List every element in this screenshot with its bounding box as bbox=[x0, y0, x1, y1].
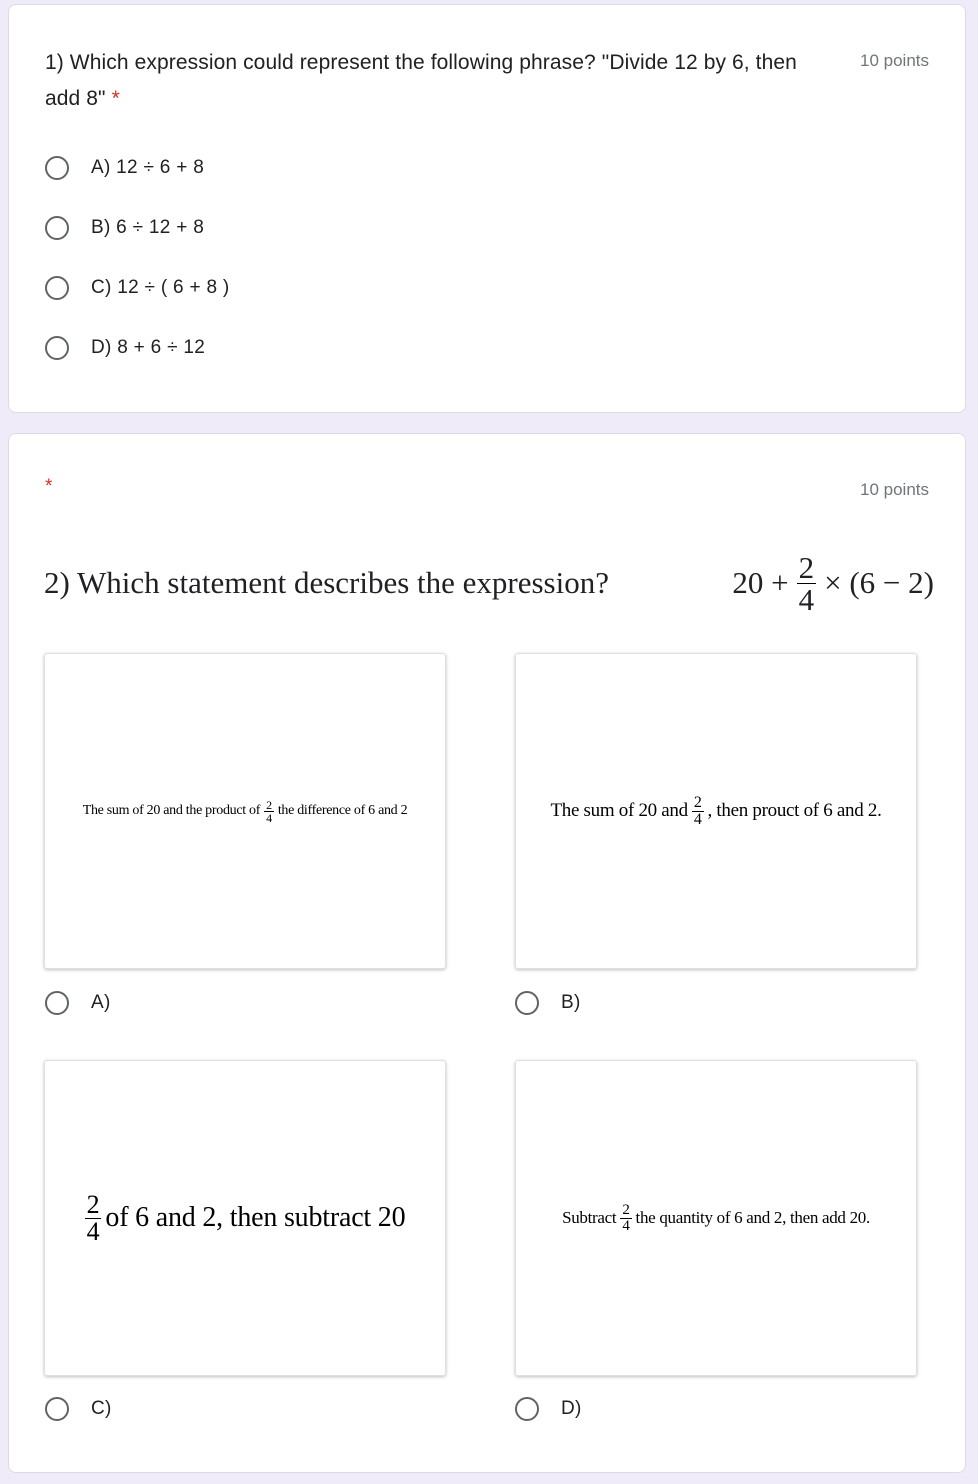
q1-option-b[interactable] bbox=[45, 211, 204, 245]
q2-option-b-label: B) bbox=[561, 992, 581, 1013]
q1-option-d[interactable] bbox=[45, 331, 205, 365]
image-fraction bbox=[85, 1189, 102, 1246]
required-asterisk: * bbox=[45, 476, 53, 497]
radio-button[interactable] bbox=[45, 336, 69, 360]
q1-option-c-label: C) 12 ÷ ( 6 + 8 ) bbox=[91, 277, 230, 298]
image-fraction bbox=[620, 1203, 631, 1234]
image-text-before: Subtract bbox=[562, 1208, 617, 1227]
fraction-denominator: 4 bbox=[693, 810, 702, 828]
fraction-numerator: 2 bbox=[693, 793, 702, 811]
image-text-after: the difference of 6 and 2 bbox=[277, 803, 408, 818]
question-2-title bbox=[44, 542, 934, 624]
expression-tail: × (6 − 2) bbox=[824, 565, 934, 600]
image-text-before: The sum of 20 and bbox=[550, 800, 688, 821]
question-1-title: 1) Which expression could represent the following phrase? "Divide 12 by 6, then add 8" * bbox=[45, 51, 797, 110]
q2-option-d-label: D) bbox=[561, 1398, 582, 1419]
image-text-after: , then prouct of 6 and 2. bbox=[707, 800, 882, 821]
question-1-points: 10 points bbox=[860, 51, 929, 70]
fraction-numerator: 2 bbox=[622, 1201, 630, 1218]
image-text-after: the quantity of 6 and 2, then add 20. bbox=[635, 1208, 870, 1227]
q2-option-a-image bbox=[44, 653, 446, 969]
radio-button[interactable] bbox=[515, 991, 539, 1015]
q2-option-d-image bbox=[515, 1060, 917, 1376]
expression-lead: 20 + bbox=[732, 565, 789, 600]
q2-option-c-image bbox=[44, 1060, 446, 1376]
fraction-numerator: 2 bbox=[86, 1189, 100, 1219]
q2-option-b[interactable] bbox=[515, 986, 581, 1020]
q2-option-c[interactable] bbox=[45, 1392, 112, 1426]
fraction-denominator: 4 bbox=[622, 1217, 630, 1234]
image-text-before: The sum of 20 and the product of bbox=[82, 803, 261, 818]
image-fraction bbox=[692, 795, 704, 828]
question-1-card bbox=[8, 4, 966, 413]
q2-option-a-label: A) bbox=[91, 992, 111, 1013]
fraction-numerator: 2 bbox=[266, 797, 272, 812]
q1-option-c[interactable] bbox=[45, 271, 230, 305]
image-fraction bbox=[264, 799, 274, 824]
question-2-card bbox=[8, 433, 966, 1473]
q2-option-a[interactable] bbox=[45, 986, 111, 1020]
question-2-expression bbox=[732, 549, 934, 617]
expression-fraction bbox=[797, 549, 817, 617]
radio-button[interactable] bbox=[45, 156, 69, 180]
radio-button[interactable] bbox=[515, 1397, 539, 1421]
fraction-denominator: 4 bbox=[266, 810, 272, 825]
radio-button[interactable] bbox=[45, 1397, 69, 1421]
q2-option-d[interactable] bbox=[515, 1392, 582, 1426]
fraction-denominator: 4 bbox=[798, 581, 815, 617]
fraction-numerator: 2 bbox=[798, 549, 815, 585]
fraction-denominator: 4 bbox=[86, 1216, 100, 1246]
image-text-after: of 6 and 2, then subtract 20 bbox=[105, 1202, 406, 1233]
required-asterisk: * bbox=[111, 87, 120, 110]
q1-option-a[interactable] bbox=[45, 151, 204, 185]
radio-button[interactable] bbox=[45, 991, 69, 1015]
question-2-points: 10 points bbox=[860, 480, 929, 499]
radio-button[interactable] bbox=[45, 216, 69, 240]
q2-option-b-image bbox=[515, 653, 917, 969]
q1-option-b-label: B) 6 ÷ 12 + 8 bbox=[91, 217, 205, 238]
q2-option-c-label: C) bbox=[91, 1398, 112, 1419]
question-2-text: 2) Which statement describes the expression? bbox=[44, 565, 609, 600]
q1-option-d-label: D) 8 + 6 ÷ 12 bbox=[91, 337, 206, 358]
q1-option-a-label: A) 12 ÷ 6 + 8 bbox=[91, 157, 205, 178]
radio-button[interactable] bbox=[45, 276, 69, 300]
